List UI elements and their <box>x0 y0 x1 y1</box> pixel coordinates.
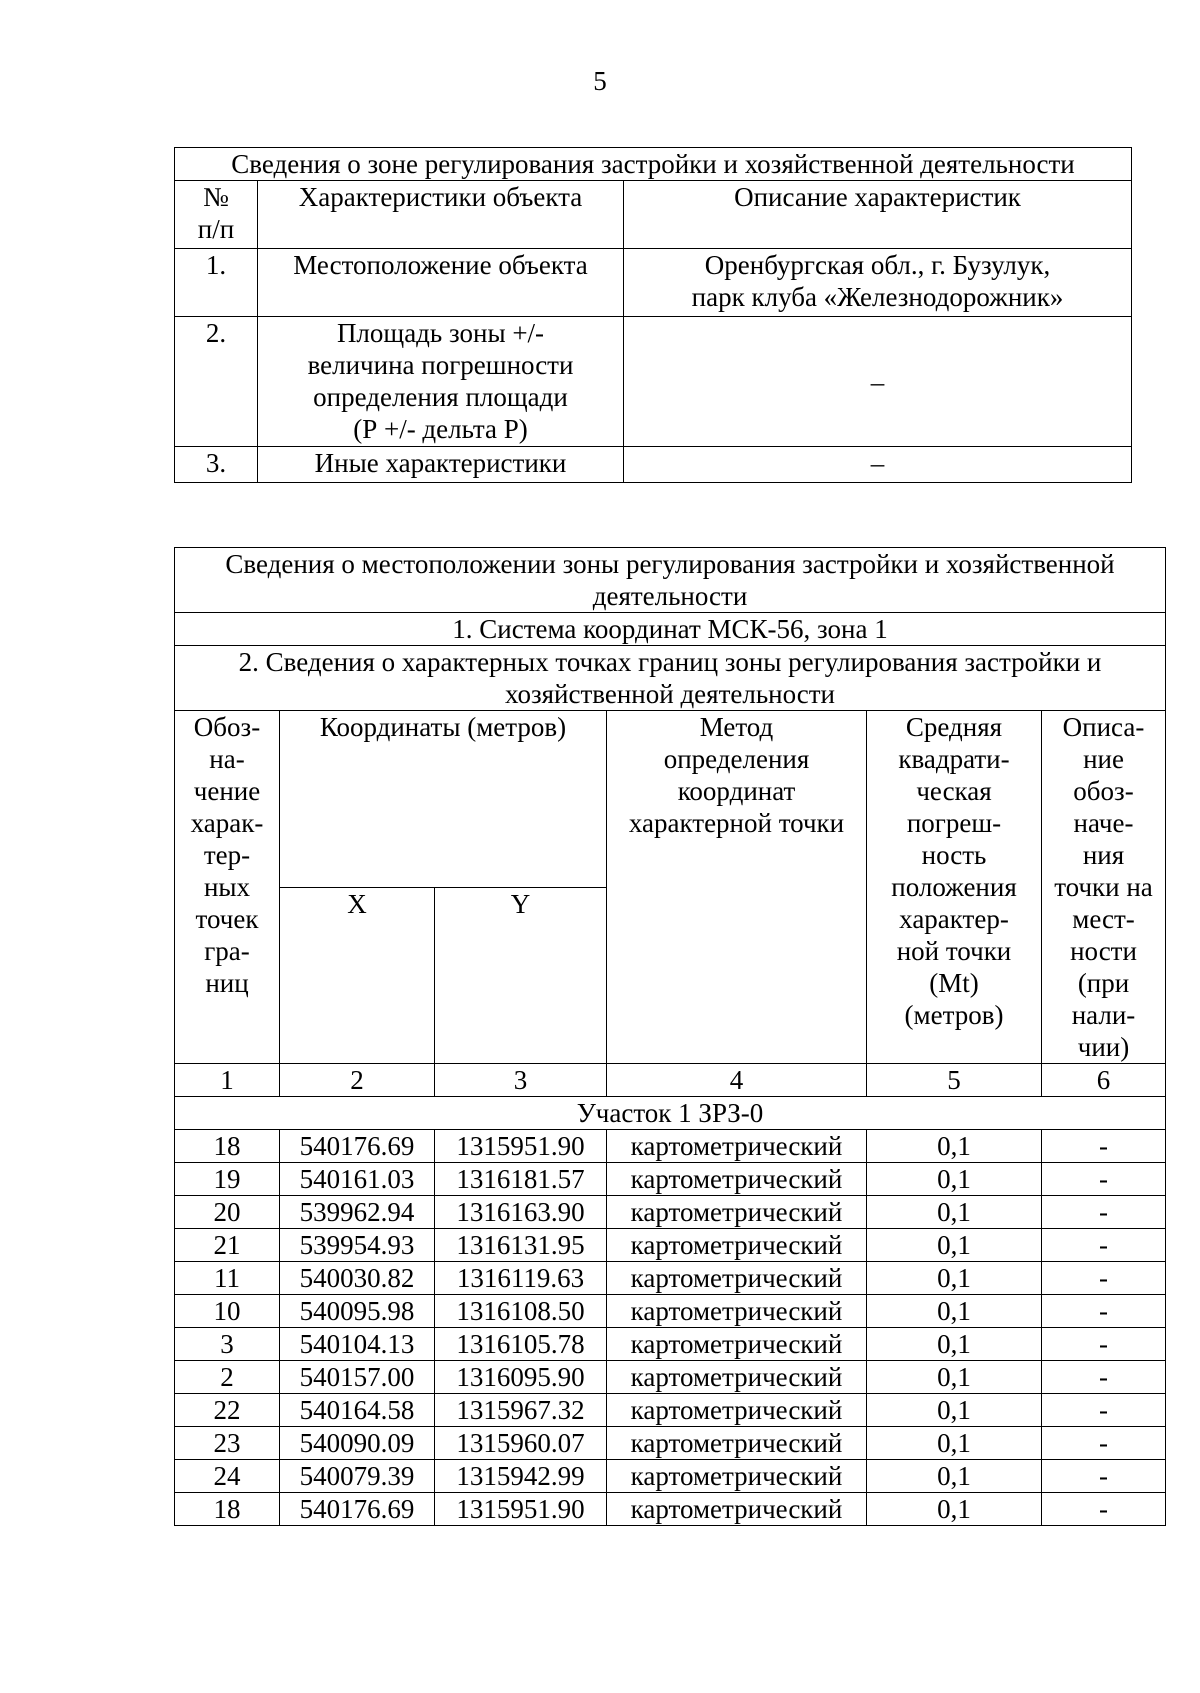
point-error: 0,1 <box>867 1361 1042 1394</box>
header-line: Описа- <box>1062 712 1145 742</box>
point-y: 1315942.99 <box>435 1460 607 1493</box>
row-characteristic <box>258 317 624 447</box>
table-row <box>175 1163 1166 1196</box>
row-num: 1. <box>175 249 258 317</box>
header-line: наче- <box>1073 808 1134 838</box>
point-x: 540164.58 <box>280 1394 435 1427</box>
point-method: картометрический <box>607 1427 867 1460</box>
point-method: картометрический <box>607 1163 867 1196</box>
characteristic-line: величина погрешности <box>307 350 574 380</box>
header-line: квадрати- <box>898 744 1010 774</box>
point-description: - <box>1042 1262 1166 1295</box>
header-num <box>175 181 258 249</box>
point-error: 0,1 <box>867 1130 1042 1163</box>
characteristic-line: определения площади <box>313 382 568 412</box>
header-line: координат <box>677 776 796 806</box>
header-line: характерной точки <box>628 808 845 838</box>
point-method: картометрический <box>607 1196 867 1229</box>
header-line: чение <box>193 776 261 806</box>
header-line: ность <box>921 840 987 870</box>
column-number: 5 <box>867 1064 1042 1097</box>
header-y: Y <box>435 887 607 1064</box>
point-error: 0,1 <box>867 1427 1042 1460</box>
row-characteristic: Иные характеристики <box>258 447 624 483</box>
point-description: - <box>1042 1427 1166 1460</box>
point-description: - <box>1042 1196 1166 1229</box>
point-designation: 19 <box>175 1163 280 1196</box>
point-error: 0,1 <box>867 1394 1042 1427</box>
points-title-row <box>175 646 1166 711</box>
point-designation: 21 <box>175 1229 280 1262</box>
table-row <box>175 1493 1166 1526</box>
column-number: 4 <box>607 1064 867 1097</box>
row-num: 2. <box>175 317 258 447</box>
point-error: 0,1 <box>867 1328 1042 1361</box>
header-desc <box>1042 711 1166 1064</box>
column-number-row <box>175 1064 1166 1097</box>
page-number: 5 <box>593 66 607 96</box>
header-line: Обоз- <box>193 712 261 742</box>
table-row <box>175 1262 1166 1295</box>
section-title: Участок 1 ЗРЗ-0 <box>175 1097 1166 1130</box>
point-y: 1316108.50 <box>435 1295 607 1328</box>
point-description: - <box>1042 1130 1166 1163</box>
point-method: картометрический <box>607 1493 867 1526</box>
header-line: определения <box>663 744 810 774</box>
column-number: 6 <box>1042 1064 1166 1097</box>
point-error: 0,1 <box>867 1229 1042 1262</box>
header-line: ние <box>1083 744 1124 774</box>
row-description <box>624 249 1132 317</box>
point-x: 540176.69 <box>280 1130 435 1163</box>
point-x: 540030.82 <box>280 1262 435 1295</box>
point-method: картометрический <box>607 1229 867 1262</box>
table-row <box>175 1328 1166 1361</box>
header-designation <box>175 711 280 1064</box>
point-description: - <box>1042 1460 1166 1493</box>
description-line: Оренбургская обл., г. Бузулук, <box>704 250 1051 280</box>
point-x: 540157.00 <box>280 1361 435 1394</box>
row-description: – <box>624 317 1132 447</box>
section-row <box>175 1097 1166 1130</box>
table-row <box>175 1460 1166 1493</box>
header-line: ния <box>1082 840 1125 870</box>
table-row <box>175 447 1132 483</box>
header-line: на- <box>209 744 245 774</box>
header-line: (метров) <box>904 1000 1004 1030</box>
zone-info-title-row <box>175 148 1132 181</box>
point-y: 1316181.57 <box>435 1163 607 1196</box>
point-method: картометрический <box>607 1262 867 1295</box>
point-y: 1315967.32 <box>435 1394 607 1427</box>
header-line: Средняя <box>905 712 1003 742</box>
point-x: 540079.39 <box>280 1460 435 1493</box>
point-designation: 2 <box>175 1361 280 1394</box>
points-title-line: 2. Сведения о характерных точках границ зоны регулирования застройки и <box>238 647 1102 677</box>
column-number: 2 <box>280 1064 435 1097</box>
point-x: 540161.03 <box>280 1163 435 1196</box>
point-method: картометрический <box>607 1460 867 1493</box>
point-y: 1316119.63 <box>435 1262 607 1295</box>
header-x: X <box>280 887 435 1064</box>
header-num-line: п/п <box>197 214 235 244</box>
point-x: 540104.13 <box>280 1328 435 1361</box>
header-description: Описание характеристик <box>624 181 1132 249</box>
point-method: картометрический <box>607 1361 867 1394</box>
zone-info-table <box>174 147 1132 483</box>
location-title-row <box>175 548 1166 613</box>
column-number: 3 <box>435 1064 607 1097</box>
table-row <box>175 1229 1166 1262</box>
row-num: 3. <box>175 447 258 483</box>
header-line: (Mt) <box>929 968 979 998</box>
point-x: 539962.94 <box>280 1196 435 1229</box>
table-row <box>175 1427 1166 1460</box>
point-y: 1316163.90 <box>435 1196 607 1229</box>
zone-info-header-row <box>175 181 1132 249</box>
location-title-line: деятельности <box>592 581 748 611</box>
point-description: - <box>1042 1493 1166 1526</box>
point-y: 1316095.90 <box>435 1361 607 1394</box>
header-num-line: № <box>203 182 229 212</box>
coord-system: 1. Система координат МСК-56, зона 1 <box>175 613 1166 646</box>
header-characteristic: Характеристики объекта <box>258 181 624 249</box>
point-designation: 23 <box>175 1427 280 1460</box>
point-method: картометрический <box>607 1130 867 1163</box>
header-line: Метод <box>699 712 774 742</box>
header-line: мест- <box>1072 904 1135 934</box>
point-x: 540095.98 <box>280 1295 435 1328</box>
header-line: положения <box>891 872 1017 902</box>
point-designation: 10 <box>175 1295 280 1328</box>
header-coords: Координаты (метров) <box>280 711 607 888</box>
characteristic-line: Площадь зоны +/- <box>336 318 545 348</box>
point-designation: 11 <box>175 1262 280 1295</box>
point-error: 0,1 <box>867 1493 1042 1526</box>
points-title-line: хозяйственной деятельности <box>504 679 836 709</box>
table-row <box>175 1130 1166 1163</box>
point-y: 1316105.78 <box>435 1328 607 1361</box>
point-method: картометрический <box>607 1328 867 1361</box>
zone-info-title: Сведения о зоне регулирования застройки и хозяйственной деятельности <box>175 148 1132 181</box>
header-line: ности <box>1070 936 1137 966</box>
point-method: картометрический <box>607 1295 867 1328</box>
header-line: ной точки <box>896 936 1012 966</box>
header-line: ческая <box>916 776 992 806</box>
point-error: 0,1 <box>867 1460 1042 1493</box>
point-method: картометрический <box>607 1394 867 1427</box>
point-error: 0,1 <box>867 1262 1042 1295</box>
row-characteristic: Местоположение объекта <box>258 249 624 317</box>
header-error <box>867 711 1042 1064</box>
header-line: харак- <box>190 808 264 838</box>
header-line: точки на <box>1054 872 1153 902</box>
table-row <box>175 1394 1166 1427</box>
header-line: чии) <box>1077 1032 1130 1062</box>
point-designation: 24 <box>175 1460 280 1493</box>
characteristic-line: (Р +/- дельта Р) <box>353 414 528 444</box>
table-row <box>175 1361 1166 1394</box>
point-description: - <box>1042 1163 1166 1196</box>
point-y: 1315960.07 <box>435 1427 607 1460</box>
table-row <box>175 249 1132 317</box>
header-line: ных <box>203 872 251 902</box>
header-line: тер- <box>203 840 251 870</box>
point-error: 0,1 <box>867 1295 1042 1328</box>
description-line: парк клуба «Железнодорожник» <box>691 282 1064 312</box>
point-description: - <box>1042 1328 1166 1361</box>
point-designation: 3 <box>175 1328 280 1361</box>
header-line: точек <box>195 904 259 934</box>
header-line: обоз- <box>1073 776 1134 806</box>
point-y: 1316131.95 <box>435 1229 607 1262</box>
point-designation: 20 <box>175 1196 280 1229</box>
point-designation: 18 <box>175 1130 280 1163</box>
point-designation: 22 <box>175 1394 280 1427</box>
column-number: 1 <box>175 1064 280 1097</box>
header-row-top <box>175 711 1166 888</box>
table-row <box>175 1196 1166 1229</box>
location-table <box>174 547 1166 1526</box>
header-line: гра- <box>204 936 250 966</box>
header-method <box>607 711 867 1064</box>
point-error: 0,1 <box>867 1196 1042 1229</box>
points-title <box>175 646 1166 711</box>
point-description: - <box>1042 1361 1166 1394</box>
point-x: 540090.09 <box>280 1427 435 1460</box>
point-designation: 18 <box>175 1493 280 1526</box>
coord-system-row <box>175 613 1166 646</box>
location-title-line: Сведения о местоположении зоны регулирования застройки и хозяйственной <box>225 549 1115 579</box>
header-line: нали- <box>1071 1000 1136 1030</box>
table-row <box>175 317 1132 447</box>
point-description: - <box>1042 1229 1166 1262</box>
point-description: - <box>1042 1394 1166 1427</box>
point-x: 540176.69 <box>280 1493 435 1526</box>
row-description: – <box>624 447 1132 483</box>
table-row <box>175 1295 1166 1328</box>
point-y: 1315951.90 <box>435 1493 607 1526</box>
header-line: ниц <box>205 968 249 998</box>
point-error: 0,1 <box>867 1163 1042 1196</box>
point-x: 539954.93 <box>280 1229 435 1262</box>
header-line: погреш- <box>906 808 1002 838</box>
point-description: - <box>1042 1295 1166 1328</box>
points-body <box>175 1130 1166 1526</box>
point-y: 1315951.90 <box>435 1130 607 1163</box>
location-title <box>175 548 1166 613</box>
header-line: (при <box>1077 968 1130 998</box>
header-line: характер- <box>899 904 1009 934</box>
